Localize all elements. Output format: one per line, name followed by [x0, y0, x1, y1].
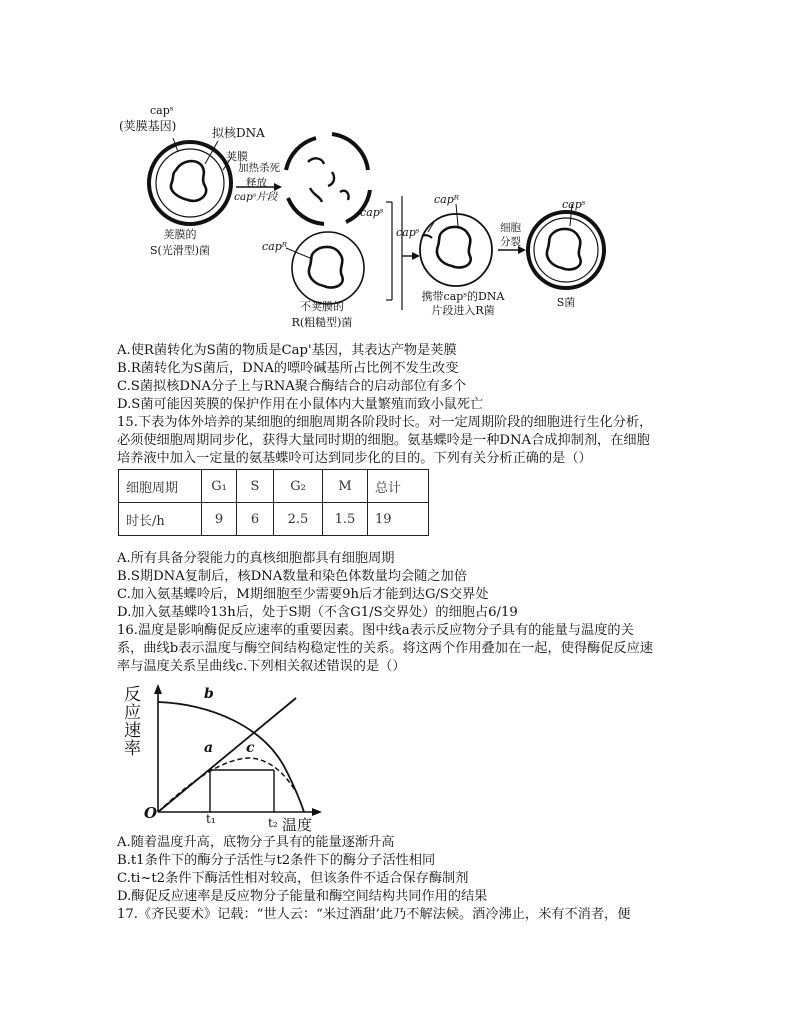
curve-c — [158, 758, 296, 812]
graph-y-label-char: 应 — [124, 703, 141, 723]
y-axis-arrow — [154, 684, 162, 694]
table-cell: 2.5 — [274, 503, 323, 536]
table-cell: 19 — [368, 503, 429, 536]
table-cell: 时长/h — [119, 503, 202, 536]
q15-option-c: C.加入氨基蝶呤后，M期细胞至少需要9h后才能到达G/S交界处 — [117, 587, 489, 602]
label-carry-dna-2: 片段进入R菌 — [431, 304, 495, 317]
table-header-cell: 总计 — [368, 470, 429, 503]
label-carry-dna-1: 携带capˢ的DNA — [421, 290, 505, 303]
q16-option-b: B.t1条件下的酶分子活性与t2条件下的酶分子活性相同 — [117, 853, 436, 868]
table-header-row — [119, 470, 429, 503]
r-cell-icon — [286, 232, 364, 304]
graph-origin: O — [144, 804, 158, 822]
label-s-cell-1: 荚膜的 — [163, 228, 197, 241]
table-header-cell: M — [323, 470, 368, 503]
x-axis-arrow — [312, 808, 322, 816]
q16-stem-1: 16.温度是影响酶促反应速率的重要因素。图中线a表示反应物分子具有的能量与温度的关 — [117, 623, 634, 638]
label-heat-kill: 加热杀死 — [238, 162, 280, 174]
label-cap-fragment: capˢ片段 — [234, 191, 278, 203]
result-s-cell-icon — [528, 204, 604, 288]
q15-stem-3: 培养液中加入一定量的氨基蝶呤可达到同步化的目的。下列有关分析正确的是（） — [117, 451, 592, 466]
label-nucleoid-dna: 拟核DNA — [212, 126, 265, 140]
graph-y-label-char: 速 — [124, 721, 141, 741]
table-cell: 6 — [237, 503, 274, 536]
label-r-cell-1: 不荚膜的 — [300, 300, 344, 313]
q14-option-c: C.S菌拟核DNA分子上与RNA聚合酶结合的启动部位有多个 — [117, 379, 467, 394]
q15-stem-1: 15.下表为体外培养的某细胞的细胞周期各阶段时长。对一定周期阶段的细胞进行生化分析， — [117, 415, 653, 430]
graph-x-label: 温度 — [282, 816, 313, 834]
table-header-cell: S — [237, 470, 274, 503]
q15-option-d: D.加入氨基蝶呤13h后，处于S期（不含G1/S交界处）的细胞占6/19 — [117, 605, 518, 620]
label-capsule-gene: (荚膜基因) — [119, 119, 177, 133]
q14-option-a: A.使R菌转化为S菌的物质是Cap'基因，其表达产物是荚膜 — [117, 343, 457, 358]
graph-y-label — [124, 686, 141, 758]
label-cap-r-bottom: capᴿ — [262, 240, 287, 253]
q16-stem-2: 系，曲线b表示温度与酶空间结构稳定性的关系。将这两个作用叠加在一起，使得酶促反应速 — [117, 641, 653, 656]
broken-cell-icon — [286, 134, 370, 224]
graph-label-a: a — [204, 740, 214, 756]
table-cell: 9 — [202, 503, 237, 536]
label-release: 释放 — [246, 177, 267, 189]
table-header-cell: 细胞周期 — [119, 470, 202, 503]
q16-option-a: A.随着温度升高，底物分子具有的能量逐渐升高 — [117, 835, 395, 850]
label-cap-s-top: capˢ — [150, 104, 174, 117]
table-row — [119, 503, 429, 536]
q16-stem-3: 率与温度关系呈曲线c.下列相关叙述错误的是（） — [117, 659, 406, 674]
table-cell: 1.5 — [323, 503, 368, 536]
transformed-cell-icon — [420, 204, 492, 286]
line-a — [158, 698, 296, 812]
cell-cycle-table — [118, 469, 429, 536]
graph-t1: t₁ — [206, 812, 216, 826]
label-cell-division-2: 分裂 — [500, 236, 521, 248]
label-capsule: 荚膜 — [226, 150, 248, 163]
label-s-cell-2: S(光滑型)菌 — [149, 244, 211, 257]
label-cap-s-left: capˢ — [396, 226, 420, 239]
graph-label-b: b — [204, 686, 214, 702]
q14-option-b: B.R菌转化为S菌后，DNA的嘌呤碱基所占比例不发生改变 — [117, 361, 459, 376]
q16-option-d: D.酶促反应速率是反应物分子能量和酶空间结构共同作用的结果 — [117, 889, 488, 904]
graph-y-label-char: 反 — [124, 685, 141, 705]
label-r-cell-2: R(粗糙型)菌 — [291, 316, 353, 329]
q17-stem-1: 17.《齐民要术》记载：“世人云：“米过酒甜’此乃不解法候。酒冷沸止，米有不消者，便 — [117, 907, 631, 922]
label-cap-r-top: capᴿ — [434, 193, 459, 206]
graph-t2: t₂ — [268, 816, 278, 830]
q15-stem-2: 必须使细胞周期同步化，获得大量同时期的细胞。氨基蝶呤是一种DNA合成抑制剂，在细胞 — [117, 433, 650, 448]
graph-y-label-char: 率 — [124, 739, 141, 759]
curve-b — [158, 702, 304, 812]
label-s-strain: S菌 — [556, 296, 576, 309]
q15-option-b: B.S期DNA复制后，核DNA数量和染色体数量均会随之加倍 — [117, 569, 467, 584]
table-header-cell: G₁ — [202, 470, 237, 503]
label-cap-s-right: capˢ — [562, 198, 586, 211]
table-header-cell: G₂ — [274, 470, 323, 503]
s-cell-icon — [149, 138, 231, 224]
q14-option-d: D.S菌可能因荚膜的保护作用在小鼠体内大量繁殖而致小鼠死亡 — [117, 397, 484, 412]
graph-label-c: c — [246, 740, 255, 756]
q15-option-a: A.所有具备分裂能力的真核细胞都具有细胞周期 — [117, 551, 395, 566]
q16-option-c: C.ti~t2条件下酶活性相对较高，但该条件不适合保存酶制剂 — [117, 871, 469, 886]
label-cell-division-1: 细胞 — [500, 222, 521, 234]
label-cap-s-mid: capˢ — [360, 206, 384, 219]
